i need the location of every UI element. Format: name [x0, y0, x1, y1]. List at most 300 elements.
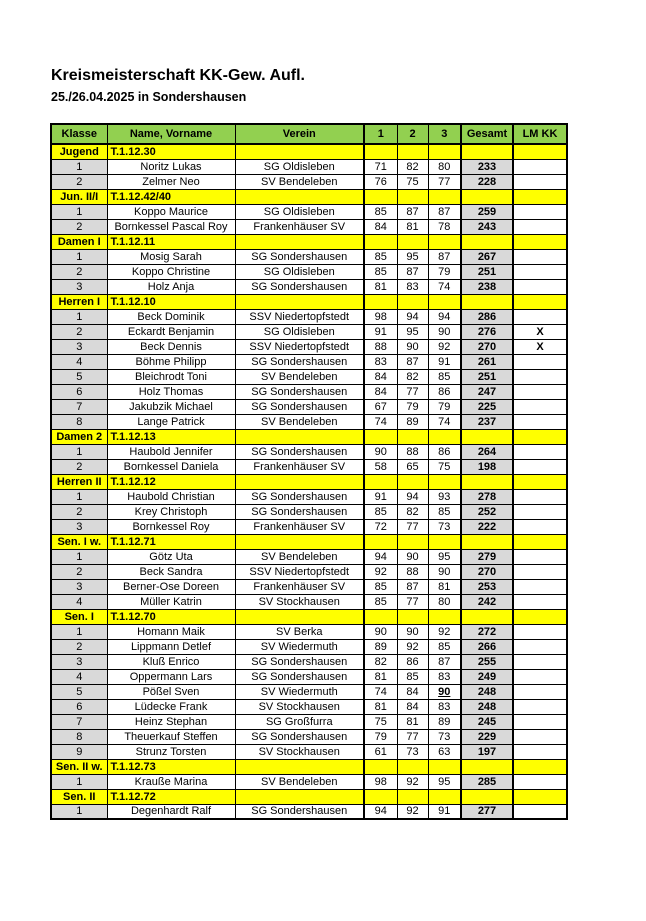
lmkk-cell — [513, 579, 567, 594]
lmkk-cell — [513, 714, 567, 729]
score1-cell: 76 — [364, 174, 397, 189]
club-cell: SG Oldisleben — [235, 159, 364, 174]
score2-cell: 75 — [397, 174, 428, 189]
total-cell: 198 — [461, 459, 513, 474]
club-cell: SSV Niedertopfstedt — [235, 339, 364, 354]
result-row — [51, 519, 567, 534]
rank-cell: 3 — [51, 654, 107, 669]
score2-cell: 95 — [397, 249, 428, 264]
score2-cell: 77 — [397, 594, 428, 609]
column-header: Verein — [235, 124, 364, 144]
club-cell: SV Berka — [235, 624, 364, 639]
club-cell: SG Sondershausen — [235, 804, 364, 819]
rank-cell: 2 — [51, 264, 107, 279]
result-row — [51, 639, 567, 654]
lmkk-cell — [513, 639, 567, 654]
category-code: T.1.12.42/40 — [107, 189, 235, 204]
score3-cell: 63 — [428, 744, 461, 759]
result-row — [51, 399, 567, 414]
lmkk-cell — [513, 489, 567, 504]
lmkk-cell — [513, 654, 567, 669]
lmkk-cell — [513, 684, 567, 699]
rank-cell: 4 — [51, 354, 107, 369]
category-empty-cell — [364, 294, 397, 309]
club-cell: SG Sondershausen — [235, 729, 364, 744]
name-cell: Strunz Torsten — [107, 744, 235, 759]
total-cell: 259 — [461, 204, 513, 219]
rank-cell: 1 — [51, 309, 107, 324]
club-cell: SV Bendeleben — [235, 549, 364, 564]
score1-cell: 85 — [364, 249, 397, 264]
column-header: Gesamt — [461, 124, 513, 144]
category-empty-cell — [428, 609, 461, 624]
total-cell: 261 — [461, 354, 513, 369]
rank-cell: 4 — [51, 669, 107, 684]
club-cell: Frankenhäuser SV — [235, 519, 364, 534]
score3-cell: 91 — [428, 354, 461, 369]
category-empty-cell — [364, 789, 397, 804]
category-empty-cell — [235, 189, 364, 204]
score3-cell: 94 — [428, 309, 461, 324]
lmkk-cell — [513, 774, 567, 789]
category-row — [51, 189, 567, 204]
category-empty-cell — [364, 474, 397, 489]
name-cell: Mosig Sarah — [107, 249, 235, 264]
results-table — [50, 123, 568, 820]
name-cell: Haubold Jennifer — [107, 444, 235, 459]
lmkk-cell — [513, 399, 567, 414]
name-cell: Krey Christoph — [107, 504, 235, 519]
lmkk-cell — [513, 459, 567, 474]
club-cell: SV Bendeleben — [235, 414, 364, 429]
name-cell: Haubold Christian — [107, 489, 235, 504]
result-row — [51, 309, 567, 324]
category-empty-cell — [235, 474, 364, 489]
score3-cell: 95 — [428, 774, 461, 789]
club-cell: SG Sondershausen — [235, 384, 364, 399]
score3-cell: 85 — [428, 369, 461, 384]
rank-cell: 1 — [51, 489, 107, 504]
category-code: T.1.12.30 — [107, 144, 235, 159]
rank-cell: 4 — [51, 594, 107, 609]
club-cell: SV Stockhausen — [235, 699, 364, 714]
score2-cell: 95 — [397, 324, 428, 339]
total-cell: 228 — [461, 174, 513, 189]
name-cell: Theuerkauf Steffen — [107, 729, 235, 744]
score3-cell: 80 — [428, 594, 461, 609]
score2-cell: 94 — [397, 489, 428, 504]
category-empty-cell — [513, 534, 567, 549]
name-cell: Zelmer Neo — [107, 174, 235, 189]
result-row — [51, 444, 567, 459]
category-empty-cell — [235, 609, 364, 624]
lmkk-cell — [513, 309, 567, 324]
score1-cell: 85 — [364, 264, 397, 279]
category-class: Herren I — [51, 294, 107, 309]
result-row — [51, 714, 567, 729]
club-cell: SG Großfurra — [235, 714, 364, 729]
total-cell: 278 — [461, 489, 513, 504]
category-class: Jugend — [51, 144, 107, 159]
lmkk-cell — [513, 384, 567, 399]
category-empty-cell — [428, 234, 461, 249]
lmkk-cell — [513, 594, 567, 609]
category-class: Sen. II — [51, 789, 107, 804]
category-empty-cell — [461, 789, 513, 804]
category-empty-cell — [513, 474, 567, 489]
club-cell: SG Sondershausen — [235, 489, 364, 504]
result-row — [51, 384, 567, 399]
score3-cell: 86 — [428, 384, 461, 399]
category-empty-cell — [397, 759, 428, 774]
name-cell: Lippmann Detlef — [107, 639, 235, 654]
category-empty-cell — [461, 294, 513, 309]
club-cell: SG Sondershausen — [235, 279, 364, 294]
total-cell: 251 — [461, 264, 513, 279]
category-empty-cell — [513, 429, 567, 444]
category-row — [51, 234, 567, 249]
result-row — [51, 339, 567, 354]
column-header: 3 — [428, 124, 461, 144]
category-empty-cell — [461, 534, 513, 549]
score3-cell: 74 — [428, 279, 461, 294]
score1-cell: 81 — [364, 279, 397, 294]
score3-cell: 83 — [428, 669, 461, 684]
total-cell: 267 — [461, 249, 513, 264]
rank-cell: 2 — [51, 639, 107, 654]
category-empty-cell — [461, 144, 513, 159]
result-row — [51, 579, 567, 594]
category-empty-cell — [428, 189, 461, 204]
rank-cell: 2 — [51, 564, 107, 579]
score2-cell: 90 — [397, 549, 428, 564]
total-cell: 252 — [461, 504, 513, 519]
rank-cell: 5 — [51, 369, 107, 384]
lmkk-cell — [513, 204, 567, 219]
category-class: Herren II — [51, 474, 107, 489]
club-cell: SV Stockhausen — [235, 594, 364, 609]
score3-cell: 95 — [428, 549, 461, 564]
category-empty-cell — [235, 294, 364, 309]
rank-cell: 8 — [51, 414, 107, 429]
score1-cell: 82 — [364, 654, 397, 669]
result-row — [51, 249, 567, 264]
score1-cell: 98 — [364, 309, 397, 324]
score3-cell: 77 — [428, 174, 461, 189]
lmkk-cell — [513, 549, 567, 564]
lmkk-cell — [513, 444, 567, 459]
category-row — [51, 144, 567, 159]
score2-cell: 87 — [397, 264, 428, 279]
name-cell: Heinz Stephan — [107, 714, 235, 729]
category-code: T.1.12.13 — [107, 429, 235, 444]
score2-cell: 86 — [397, 654, 428, 669]
result-row — [51, 564, 567, 579]
total-cell: 243 — [461, 219, 513, 234]
result-row — [51, 744, 567, 759]
total-cell: 264 — [461, 444, 513, 459]
club-cell: SG Sondershausen — [235, 504, 364, 519]
club-cell: SG Oldisleben — [235, 324, 364, 339]
score2-cell: 81 — [397, 714, 428, 729]
category-row — [51, 474, 567, 489]
score3-cell: 74 — [428, 414, 461, 429]
score3-cell: 89 — [428, 714, 461, 729]
result-row — [51, 684, 567, 699]
category-empty-cell — [364, 189, 397, 204]
score3-cell: 85 — [428, 504, 461, 519]
score3-cell: 83 — [428, 699, 461, 714]
rank-cell: 3 — [51, 339, 107, 354]
category-empty-cell — [428, 474, 461, 489]
name-cell: Degenhardt Ralf — [107, 804, 235, 819]
score2-cell: 84 — [397, 699, 428, 714]
lmkk-cell — [513, 519, 567, 534]
page-title: Kreismeisterschaft KK-Gew. Aufl. — [51, 67, 305, 84]
name-cell: Beck Sandra — [107, 564, 235, 579]
score1-cell: 79 — [364, 729, 397, 744]
score1-cell: 84 — [364, 219, 397, 234]
category-empty-cell — [364, 429, 397, 444]
rank-cell: 1 — [51, 444, 107, 459]
rank-cell: 8 — [51, 729, 107, 744]
score1-cell: 72 — [364, 519, 397, 534]
score1-cell: 83 — [364, 354, 397, 369]
score2-cell: 92 — [397, 804, 428, 819]
lmkk-cell — [513, 174, 567, 189]
name-cell: Lange Patrick — [107, 414, 235, 429]
total-cell: 222 — [461, 519, 513, 534]
column-header: LM KK — [513, 124, 567, 144]
category-code: T.1.12.10 — [107, 294, 235, 309]
total-cell: 238 — [461, 279, 513, 294]
category-empty-cell — [461, 474, 513, 489]
score2-cell: 83 — [397, 279, 428, 294]
result-row — [51, 654, 567, 669]
name-cell: Krauße Marina — [107, 774, 235, 789]
category-empty-cell — [364, 534, 397, 549]
header-row — [51, 124, 567, 144]
total-cell: 233 — [461, 159, 513, 174]
result-row — [51, 699, 567, 714]
score1-cell: 85 — [364, 594, 397, 609]
club-cell: SG Sondershausen — [235, 354, 364, 369]
rank-cell: 1 — [51, 159, 107, 174]
score1-cell: 71 — [364, 159, 397, 174]
name-cell: Noritz Lukas — [107, 159, 235, 174]
category-code: T.1.12.12 — [107, 474, 235, 489]
name-cell: Berner-Ose Doreen — [107, 579, 235, 594]
lmkk-cell — [513, 564, 567, 579]
category-code: T.1.12.70 — [107, 609, 235, 624]
category-empty-cell — [461, 189, 513, 204]
name-cell: Bornkessel Daniela — [107, 459, 235, 474]
score3-cell: 75 — [428, 459, 461, 474]
total-cell: 237 — [461, 414, 513, 429]
club-cell: SV Wiedermuth — [235, 639, 364, 654]
category-row — [51, 609, 567, 624]
score1-cell: 81 — [364, 669, 397, 684]
score2-cell: 92 — [397, 639, 428, 654]
score3-cell: 79 — [428, 264, 461, 279]
score1-cell: 91 — [364, 489, 397, 504]
category-empty-cell — [397, 429, 428, 444]
score1-cell: 90 — [364, 444, 397, 459]
category-empty-cell — [397, 534, 428, 549]
result-row — [51, 204, 567, 219]
category-empty-cell — [364, 759, 397, 774]
total-cell: 248 — [461, 699, 513, 714]
category-code: T.1.12.72 — [107, 789, 235, 804]
results-table-body — [51, 144, 567, 819]
score1-cell: 84 — [364, 384, 397, 399]
category-empty-cell — [428, 144, 461, 159]
name-cell: Bornkessel Roy — [107, 519, 235, 534]
result-row — [51, 624, 567, 639]
score2-cell: 90 — [397, 624, 428, 639]
club-cell: SV Stockhausen — [235, 744, 364, 759]
category-empty-cell — [235, 144, 364, 159]
score1-cell: 94 — [364, 804, 397, 819]
total-cell: 272 — [461, 624, 513, 639]
name-cell: Bornkessel Pascal Roy — [107, 219, 235, 234]
score2-cell: 88 — [397, 564, 428, 579]
club-cell: SSV Niedertopfstedt — [235, 564, 364, 579]
club-cell: SSV Niedertopfstedt — [235, 309, 364, 324]
category-class: Sen. I w. — [51, 534, 107, 549]
club-cell: Frankenhäuser SV — [235, 579, 364, 594]
total-cell: 270 — [461, 564, 513, 579]
result-row — [51, 219, 567, 234]
rank-cell: 2 — [51, 219, 107, 234]
result-row — [51, 804, 567, 819]
total-cell: 253 — [461, 579, 513, 594]
category-row — [51, 789, 567, 804]
lmkk-cell — [513, 264, 567, 279]
score3-cell: 79 — [428, 399, 461, 414]
name-cell: Böhme Philipp — [107, 354, 235, 369]
rank-cell: 1 — [51, 549, 107, 564]
result-row — [51, 369, 567, 384]
category-empty-cell — [513, 294, 567, 309]
column-header: 1 — [364, 124, 397, 144]
club-cell: SG Sondershausen — [235, 444, 364, 459]
category-empty-cell — [461, 609, 513, 624]
lmkk-cell — [513, 699, 567, 714]
name-cell: Beck Dennis — [107, 339, 235, 354]
total-cell: 245 — [461, 714, 513, 729]
rank-cell: 6 — [51, 384, 107, 399]
score1-cell: 61 — [364, 744, 397, 759]
score1-cell: 85 — [364, 504, 397, 519]
category-class: Sen. II w. — [51, 759, 107, 774]
total-cell: 266 — [461, 639, 513, 654]
category-empty-cell — [235, 789, 364, 804]
result-row — [51, 549, 567, 564]
club-cell: SV Bendeleben — [235, 774, 364, 789]
club-cell: SG Sondershausen — [235, 669, 364, 684]
lmkk-cell — [513, 669, 567, 684]
score2-cell: 77 — [397, 384, 428, 399]
score1-cell: 75 — [364, 714, 397, 729]
category-class: Damen 2 — [51, 429, 107, 444]
lmkk-cell — [513, 804, 567, 819]
score3-cell: 90 — [428, 324, 461, 339]
score2-cell: 94 — [397, 309, 428, 324]
rank-cell: 9 — [51, 744, 107, 759]
category-empty-cell — [235, 534, 364, 549]
rank-cell: 1 — [51, 204, 107, 219]
category-code: T.1.12.71 — [107, 534, 235, 549]
lmkk-cell — [513, 729, 567, 744]
category-empty-cell — [364, 144, 397, 159]
rank-cell: 3 — [51, 279, 107, 294]
score1-cell: 90 — [364, 624, 397, 639]
rank-cell: 1 — [51, 249, 107, 264]
name-cell: Homann Maik — [107, 624, 235, 639]
category-empty-cell — [428, 534, 461, 549]
category-empty-cell — [513, 189, 567, 204]
category-empty-cell — [397, 789, 428, 804]
score1-cell: 89 — [364, 639, 397, 654]
club-cell: SV Bendeleben — [235, 174, 364, 189]
score1-cell: 85 — [364, 204, 397, 219]
club-cell: Frankenhäuser SV — [235, 459, 364, 474]
category-empty-cell — [428, 294, 461, 309]
result-row — [51, 504, 567, 519]
name-cell: Götz Uta — [107, 549, 235, 564]
score3-cell: 73 — [428, 519, 461, 534]
name-cell: Beck Dominik — [107, 309, 235, 324]
category-empty-cell — [461, 429, 513, 444]
lmkk-cell — [513, 414, 567, 429]
rank-cell: 7 — [51, 399, 107, 414]
score2-cell: 87 — [397, 354, 428, 369]
category-empty-cell — [397, 609, 428, 624]
score3-cell: 85 — [428, 639, 461, 654]
column-header: Klasse — [51, 124, 107, 144]
category-empty-cell — [513, 234, 567, 249]
rank-cell: 1 — [51, 624, 107, 639]
category-empty-cell — [364, 609, 397, 624]
score1-cell: 85 — [364, 579, 397, 594]
category-empty-cell — [397, 474, 428, 489]
score2-cell: 85 — [397, 669, 428, 684]
score1-cell: 58 — [364, 459, 397, 474]
total-cell: 229 — [461, 729, 513, 744]
lmkk-cell — [513, 249, 567, 264]
score1-cell: 98 — [364, 774, 397, 789]
category-empty-cell — [428, 789, 461, 804]
category-empty-cell — [397, 294, 428, 309]
total-cell: 249 — [461, 669, 513, 684]
total-cell: 251 — [461, 369, 513, 384]
name-cell: Lüdecke Frank — [107, 699, 235, 714]
result-row — [51, 774, 567, 789]
total-cell: 276 — [461, 324, 513, 339]
name-cell: Bleichrodt Toni — [107, 369, 235, 384]
name-cell: Müller Katrin — [107, 594, 235, 609]
total-cell: 279 — [461, 549, 513, 564]
category-empty-cell — [397, 189, 428, 204]
total-cell: 285 — [461, 774, 513, 789]
score1-cell: 91 — [364, 324, 397, 339]
score1-cell: 88 — [364, 339, 397, 354]
name-cell: Kluß Enrico — [107, 654, 235, 669]
rank-cell: 2 — [51, 504, 107, 519]
lmkk-cell — [513, 624, 567, 639]
score3-cell: 80 — [428, 159, 461, 174]
